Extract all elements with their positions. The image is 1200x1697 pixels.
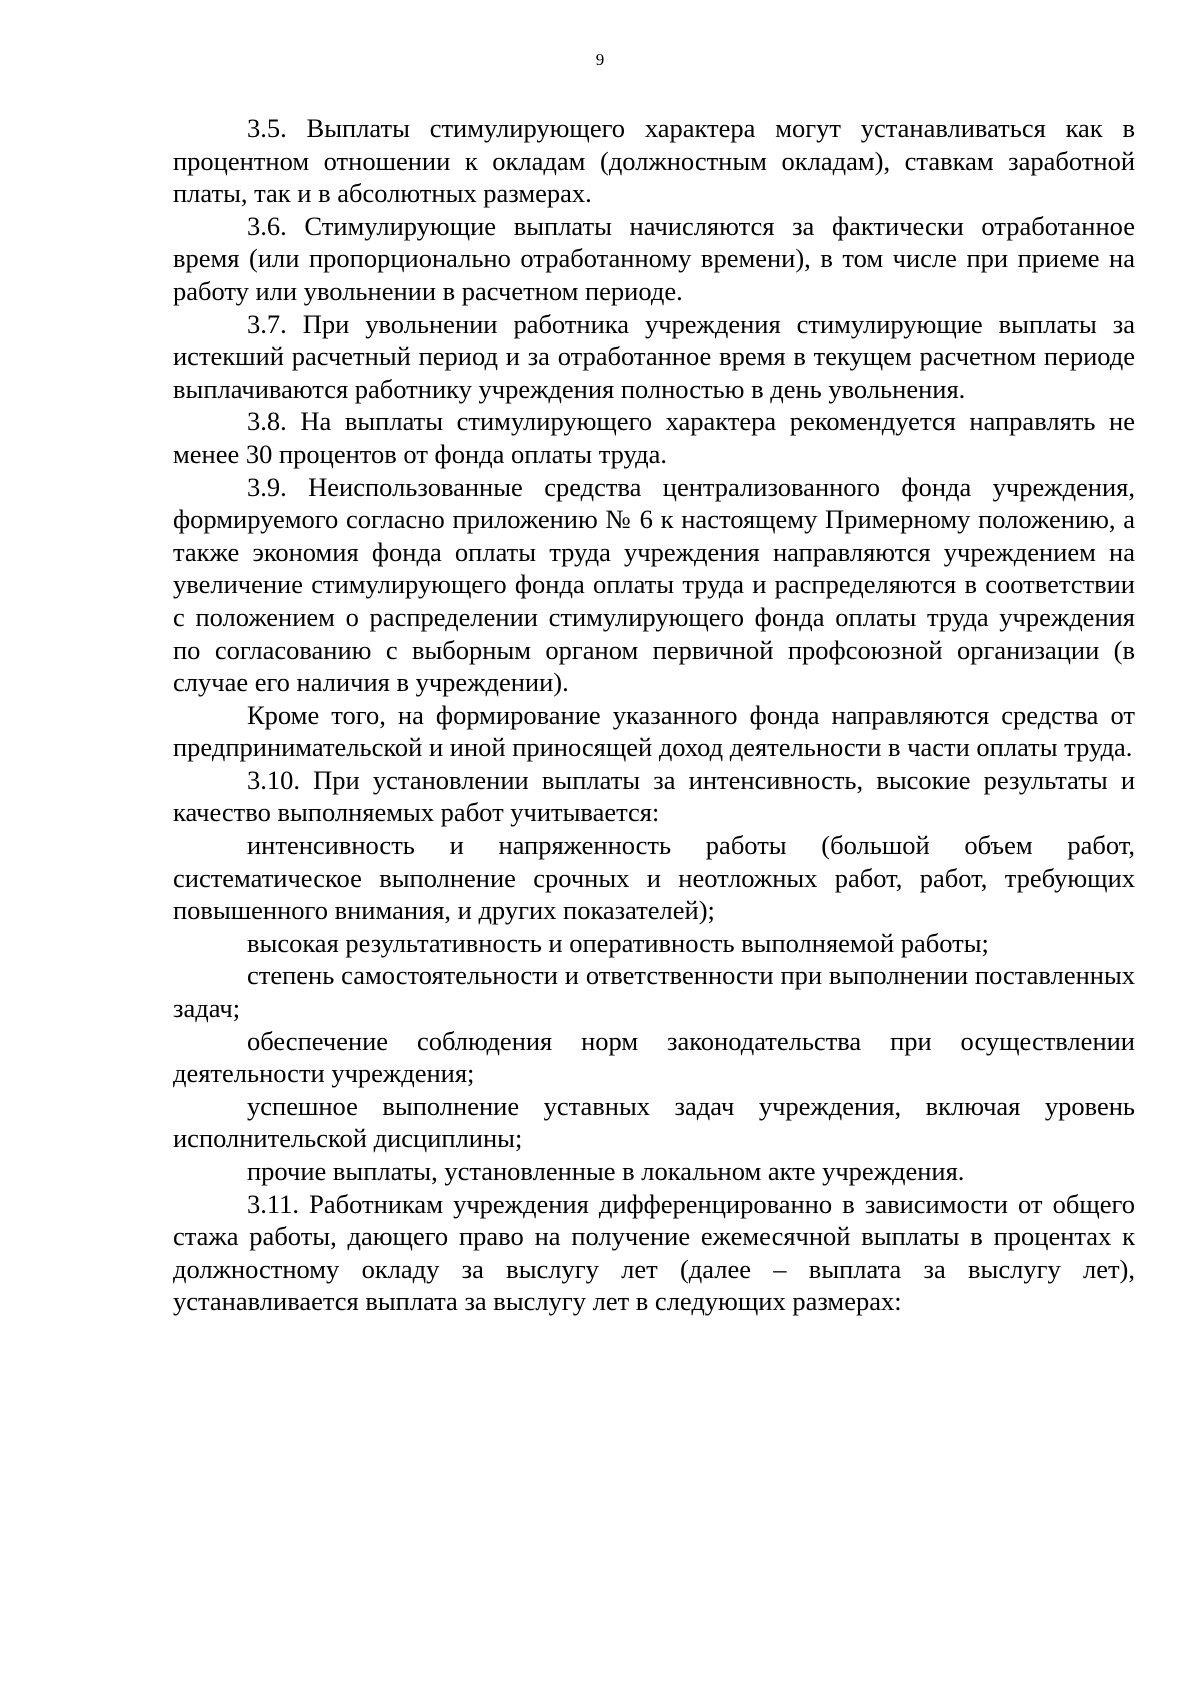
page-number: 9 [595, 50, 605, 69]
criteria-item: прочие выплаты, установленные в локальном акте учреждения. [247, 1156, 965, 1186]
paragraph-3-7: 3.7. При увольнении работника учреждения стимулирующие выплаты за истекший расчетный период и за отработанное время в текущем расчетном периоде выплачиваются работнику учреждения полностью в день увольнения. [173, 308, 1135, 404]
paragraph-3-8: 3.8. На выплаты стимулирующего характера рекомендуется направлять не менее 30 процентов от фонда оплаты труда. [173, 406, 1135, 469]
paragraph-3-9: 3.9. Неиспользованные средства централизованного фонда учреждения, формируемого согласно приложению № 6 к настоящему Примерному положению, а также экономия фонда оплаты труда учреждения направляются учреждением на увеличение стимулирующего фонда оплаты труда и распределяются в соответствии с положением о распределении стимулирующего фонда оплаты труда учреждения по согласованию с выборным органом первичной профсоюзной организации (в случае его наличия в учреждении). [173, 471, 1135, 698]
criteria-item: обеспечение соблюдения норм законодательства при осуществлении деятельности учреждения; [173, 1025, 1135, 1089]
paragraph-3-10: 3.10. При установлении выплаты за интенсивность, высокие результаты и качество выполняемых работ учитывается: [173, 764, 1135, 828]
criteria-item: успешное выполнение уставных задач учреждения, включая уровень исполнительской дисциплины; [173, 1090, 1135, 1154]
paragraph-3-11: 3.11. Работникам учреждения дифференцированно в зависимости от общего стажа работы, дающего право на получение ежемесячной выплаты в процентах к должностному окладу за выслугу лет (далее – выплата за выслугу лет), устанавливается выплата за выслугу лет в следующих размерах: [173, 1188, 1135, 1317]
criteria-item: степень самостоятельности и ответственности при выполнении поставленных задач; [173, 960, 1135, 1024]
paragraph-3-5: 3.5. Выплаты стимулирующего характера могут устанавливаться как в процентном отношении к окладам (должностным окладам), ставкам заработной платы, так и в абсолютных размерах. [173, 113, 1135, 209]
paragraph-3-6: 3.6. Стимулирующие выплаты начисляются за фактически отработанное время (или пропорционально отработанному времени), в том числе при приеме на работу или увольнении в расчетном периоде. [173, 210, 1135, 306]
criteria-item: интенсивность и напряженность работы (большой объем работ, систематическое выполнение срочных и неотложных работ, работ, требующих повышенного внимания, и других показателей); [173, 830, 1135, 926]
document-body [173, 112, 1135, 1318]
criteria-item: высокая результативность и оперативность выполняемой работы; [247, 927, 989, 958]
paragraph-3-9-continuation: Кроме того, на формирование указанного фонда направляются средства от предпринимательской и иной приносящей доход деятельности в части оплаты труда. [173, 699, 1135, 763]
